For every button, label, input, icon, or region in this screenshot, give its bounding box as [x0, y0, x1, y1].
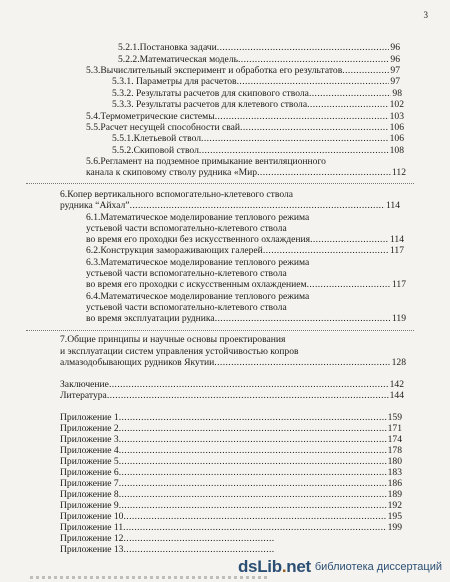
toc-entry-appendix: Приложение 6 ..... 183	[60, 467, 402, 478]
toc-entry-6-4-line2: устьевой части вспомогательно-клетевого ствола	[86, 302, 287, 313]
watermark[interactable]	[238, 556, 442, 578]
section-divider	[26, 183, 414, 184]
toc-entry-6-4: во время эксплуатации рудника ..... 119	[86, 313, 406, 324]
toc-entry-5-6-line1: 5.6.Регламент на подземное примыкание вентиляционного	[86, 156, 326, 167]
toc-entry-appendix: Приложение 1 ..... 159	[60, 412, 402, 423]
toc-entry-5-2-2: 5.2.2.Математическая модель ..... 96	[118, 54, 400, 65]
toc-entry-6-1-line2: устьевой части вспомогательно-клетевого ствола	[86, 223, 287, 234]
toc-entry-6-1: во время его проходки без искусственного охлаждения ..... 114	[86, 234, 404, 245]
toc-entry-6-2: 6.2.Конструкция замораживающих галерей ..... 117	[86, 245, 404, 256]
toc-entry-5-3-3: 5.3.3. Результаты расчетов для клетевого ствола ..... 102	[112, 99, 404, 110]
toc-entry-5-6: канала к скиповому стволу рудника «Мир ..... 112	[86, 167, 406, 178]
toc-entry-appendix: Приложение 13 .....	[60, 544, 276, 555]
toc-entry-appendix: Приложение 8 ..... 189	[60, 489, 402, 500]
toc-entry-appendix: Приложение 7 ..... 186	[60, 478, 402, 489]
toc-entry-appendix: Приложение 2 ..... 171	[60, 423, 402, 434]
toc-entry-5-5: 5.5.Расчет несущей способности свай ..... 106	[86, 122, 404, 133]
toc-entry-7-line1: 7.Общие принципы и научные основы проектирования	[60, 334, 286, 345]
page-number: 3	[423, 10, 428, 20]
toc-entry-6-3: во время его проходки с искусственным охлаждением ..... 117	[86, 279, 406, 290]
toc-entry-appendix: Приложение 4 ..... 178	[60, 445, 402, 456]
toc-entry-6-3-line2: устьевой части вспомогательно-клетевого ствола	[86, 268, 287, 279]
toc-entry-7: алмазодобывающих рудников Якутии ..... 128	[60, 357, 406, 368]
toc-entry-5-3-1: 5.3.1. Параметры для расчетов ..... 97	[112, 76, 400, 87]
toc-entry-5-3: 5.3.Вычислительный эксперимент и обработка его результатов ..... 97	[86, 65, 400, 76]
toc-entry-6: рудника “Айхал” ..... 114	[60, 200, 400, 211]
toc-entry-7-line2: и эксплуатации систем управления устойчивостью копров	[60, 346, 299, 357]
toc-entry-appendix: Приложение 5 ..... 180	[60, 456, 402, 467]
toc-entry-appendix: Приложение 9 ..... 192	[60, 500, 402, 511]
toc-entry-appendix: Приложение 11 ..... 199	[60, 522, 402, 533]
toc-entry-5-3-2: 5.3.2. Результаты расчетов для скипового ствола ..... 98	[112, 88, 402, 99]
toc-entry-appendix: Приложение 12 .....	[60, 533, 276, 544]
section-divider	[26, 330, 414, 331]
toc-entry-appendix: Приложение 10 ..... 195	[60, 511, 402, 522]
watermark-subtitle: библиотека диссертаций	[314, 561, 442, 573]
toc-entry-6-4-line1: 6.4.Математическое моделирование теплового режима	[86, 291, 310, 302]
toc-entry-5-5-1: 5.5.1.Клетьевой ствол ..... 106	[112, 133, 404, 144]
scan-artifact	[30, 576, 270, 579]
toc-entry-6-1-line1: 6.1.Математическое моделирование теплового режима	[86, 212, 310, 223]
toc-entry-6-line1: 6.Копер вертикального вспомогательно-клетевого ствола	[60, 189, 294, 200]
toc-entry-5-5-2: 5.5.2.Скиповой ствол ..... 108	[112, 145, 404, 156]
watermark-logo[interactable]: dsLib.net	[237, 557, 311, 576]
toc-entry-conclusion: Заключение ..... 142	[60, 379, 404, 390]
toc-entry-5-2-1: 5.2.1.Постановка задачи ..... 96	[118, 42, 400, 53]
toc-entry-literature: Литература ..... 144	[60, 390, 404, 401]
toc-entry-5-4: 5.4.Термометрические системы ..... 103	[86, 111, 404, 122]
toc-entry-appendix: Приложение 3 ..... 174	[60, 434, 402, 445]
toc-entry-6-3-line1: 6.3.Математическое моделирование теплового режима	[86, 257, 310, 268]
